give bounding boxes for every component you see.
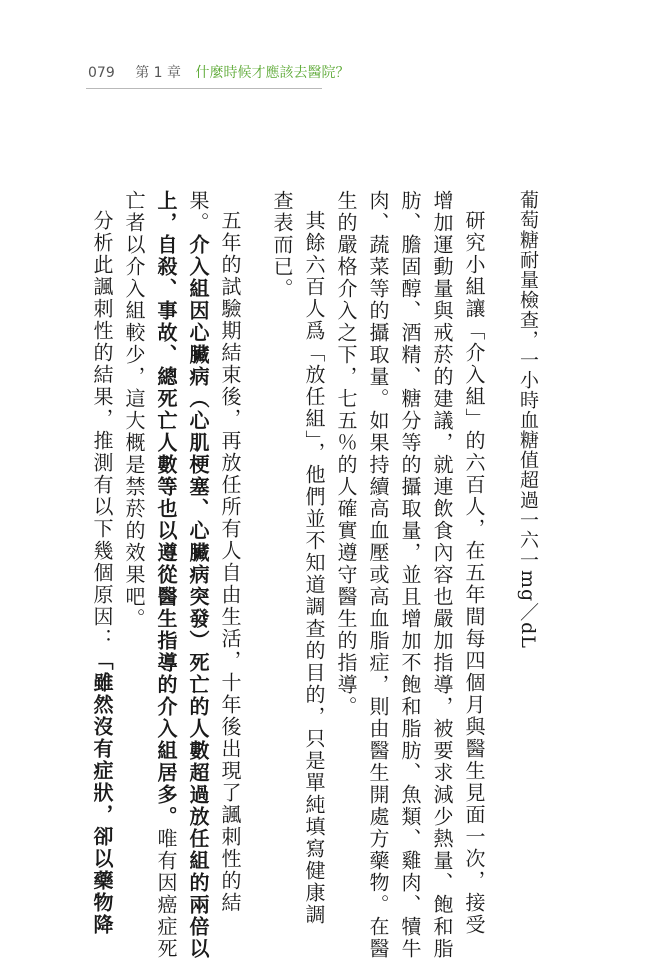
paragraph-3-line-3-plain: 唯有因癌症死 bbox=[154, 828, 178, 960]
paragraph-1-line-1: 研究小組讓「介入組」的六百人，在五年間每四個月與醫生見面一次，接受 bbox=[462, 210, 486, 936]
paragraph-2-line-1: 其餘六百人爲「放任組」，他們並不知道調查的目的，只是單純填寫健康調 bbox=[302, 210, 326, 926]
paragraph-3-line-3 bbox=[150, 190, 182, 960]
chapter-label: 第 1 章 bbox=[135, 65, 181, 81]
header-rule bbox=[86, 88, 322, 89]
chapter-title: 什麼時候才應該去醫院？ bbox=[195, 65, 350, 81]
paragraph-4-line-1 bbox=[86, 190, 118, 936]
paragraph-3-line-2-plain: 果。 bbox=[186, 190, 210, 234]
paragraph-3-line-2 bbox=[182, 190, 214, 960]
paragraph-1-line-3: 肪、膽固醇、酒精、糖分等的攝取量，並且增加不飽和脂肪、魚類、雞肉、犢牛 bbox=[398, 190, 422, 960]
running-header bbox=[88, 62, 349, 82]
paragraph-3-line-2-bold: 介入組因心臟病（心肌梗塞、心臟病突發）死亡的人數超過放任組的兩倍以 bbox=[186, 234, 210, 960]
paragraph-3-line-3-bold: 上，自殺、事故、總死亡人數等也以遵從醫生指導的介入組居多。 bbox=[154, 190, 178, 828]
paragraph-2-line-2: 查表而已。 bbox=[270, 190, 294, 300]
paragraph-1-line-2: 增加運動量與戒菸的建議，就連飲食內容也嚴加指導，被要求減少熱量、飽和脂 bbox=[430, 190, 454, 960]
paragraph-3-line-4: 亡者以介入組較少，這大概是禁菸的效果吧。 bbox=[122, 190, 146, 630]
paragraph-1-line-5: 生的嚴格介入之下，七五％的人確實遵守醫生的指導。 bbox=[334, 190, 358, 718]
vertical-text-body bbox=[66, 190, 544, 960]
paragraph-4-line-1-bold: 「雖然沒有症狀，卻以藥物降 bbox=[90, 650, 114, 936]
paragraph-3-line-1: 五年的試驗期結束後，再放任所有人自由生活，十年後出現了諷刺性的結 bbox=[218, 210, 242, 914]
section-heading: 葡萄糖耐量檢查，一小時血糖值超過一六一mg／dL bbox=[517, 190, 539, 649]
paragraph-1-line-4: 肉、蔬菜等的攝取量。如果持續高血壓或高血脂症，則由醫生開處方藥物。在醫 bbox=[366, 190, 390, 960]
paragraph-4-line-1-plain: 分析此諷刺性的結果，推測有以下幾個原因： bbox=[90, 210, 114, 650]
page-number: 079 bbox=[88, 65, 115, 81]
